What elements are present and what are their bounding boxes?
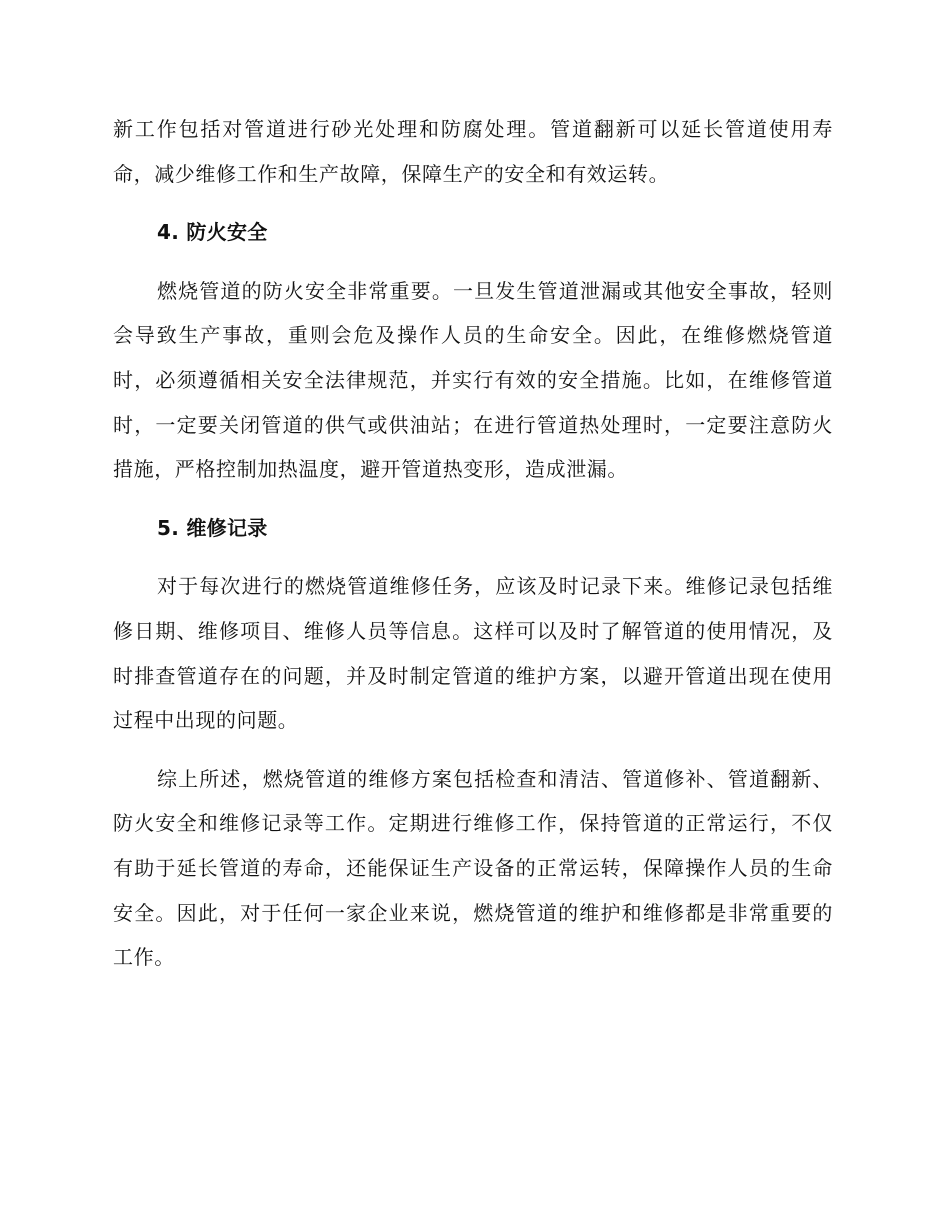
- section-4-paragraph: 燃烧管道的防火安全非常重要。一旦发生管道泄漏或其他安全事故，轻则会导致生产事故，重则会危及操作人员的生命安全。因此，在维修燃烧管道时，必须遵循相关安全法律规范，并实行有效的安全措施。比如，在维修管道时，一定要关闭管道的供气或供油站；在进行管道热处理时，一定要注意防火措施，严格控制加热温度，避开管道热变形，造成泄漏。: [113, 278, 833, 482]
- paragraph-gap: [113, 255, 833, 269]
- paragraph-gap: [113, 550, 833, 564]
- paragraph-gap: [113, 492, 833, 506]
- intro-paragraph: 新工作包括对管道进行砂光处理和防腐处理。管道翻新可以延长管道使用寿命，减少维修工作和生产故障，保障生产的安全和有效运转。: [113, 117, 833, 186]
- section-4-heading: 4. 防火安全: [157, 220, 268, 245]
- conclusion-paragraph: 综上所述，燃烧管道的维修方案包括检查和清洁、管道修补、管道翻新、防火安全和维修记录等工作。定期进行维修工作，保持管道的正常运行，不仅有助于延长管道的寿命，还能保证生产设备的正常运转，保障操作人员的生命安全。因此，对于任何一家企业来说，燃烧管道的维护和维修都是非常重要的工作。: [113, 766, 833, 970]
- paragraph-gap: [113, 196, 833, 210]
- paragraph-gap: [113, 743, 833, 757]
- section-5-heading: 5. 维修记录: [157, 515, 268, 540]
- document-content: [113, 107, 833, 980]
- section-5-paragraph: 对于每次进行的燃烧管道维修任务，应该及时记录下来。维修记录包括维修日期、维修项目、维修人员等信息。这样可以及时了解管道的使用情况，及时排查管道存在的问题，并及时制定管道的维护方案，以避开管道出现在使用过程中出现的问题。: [113, 574, 833, 733]
